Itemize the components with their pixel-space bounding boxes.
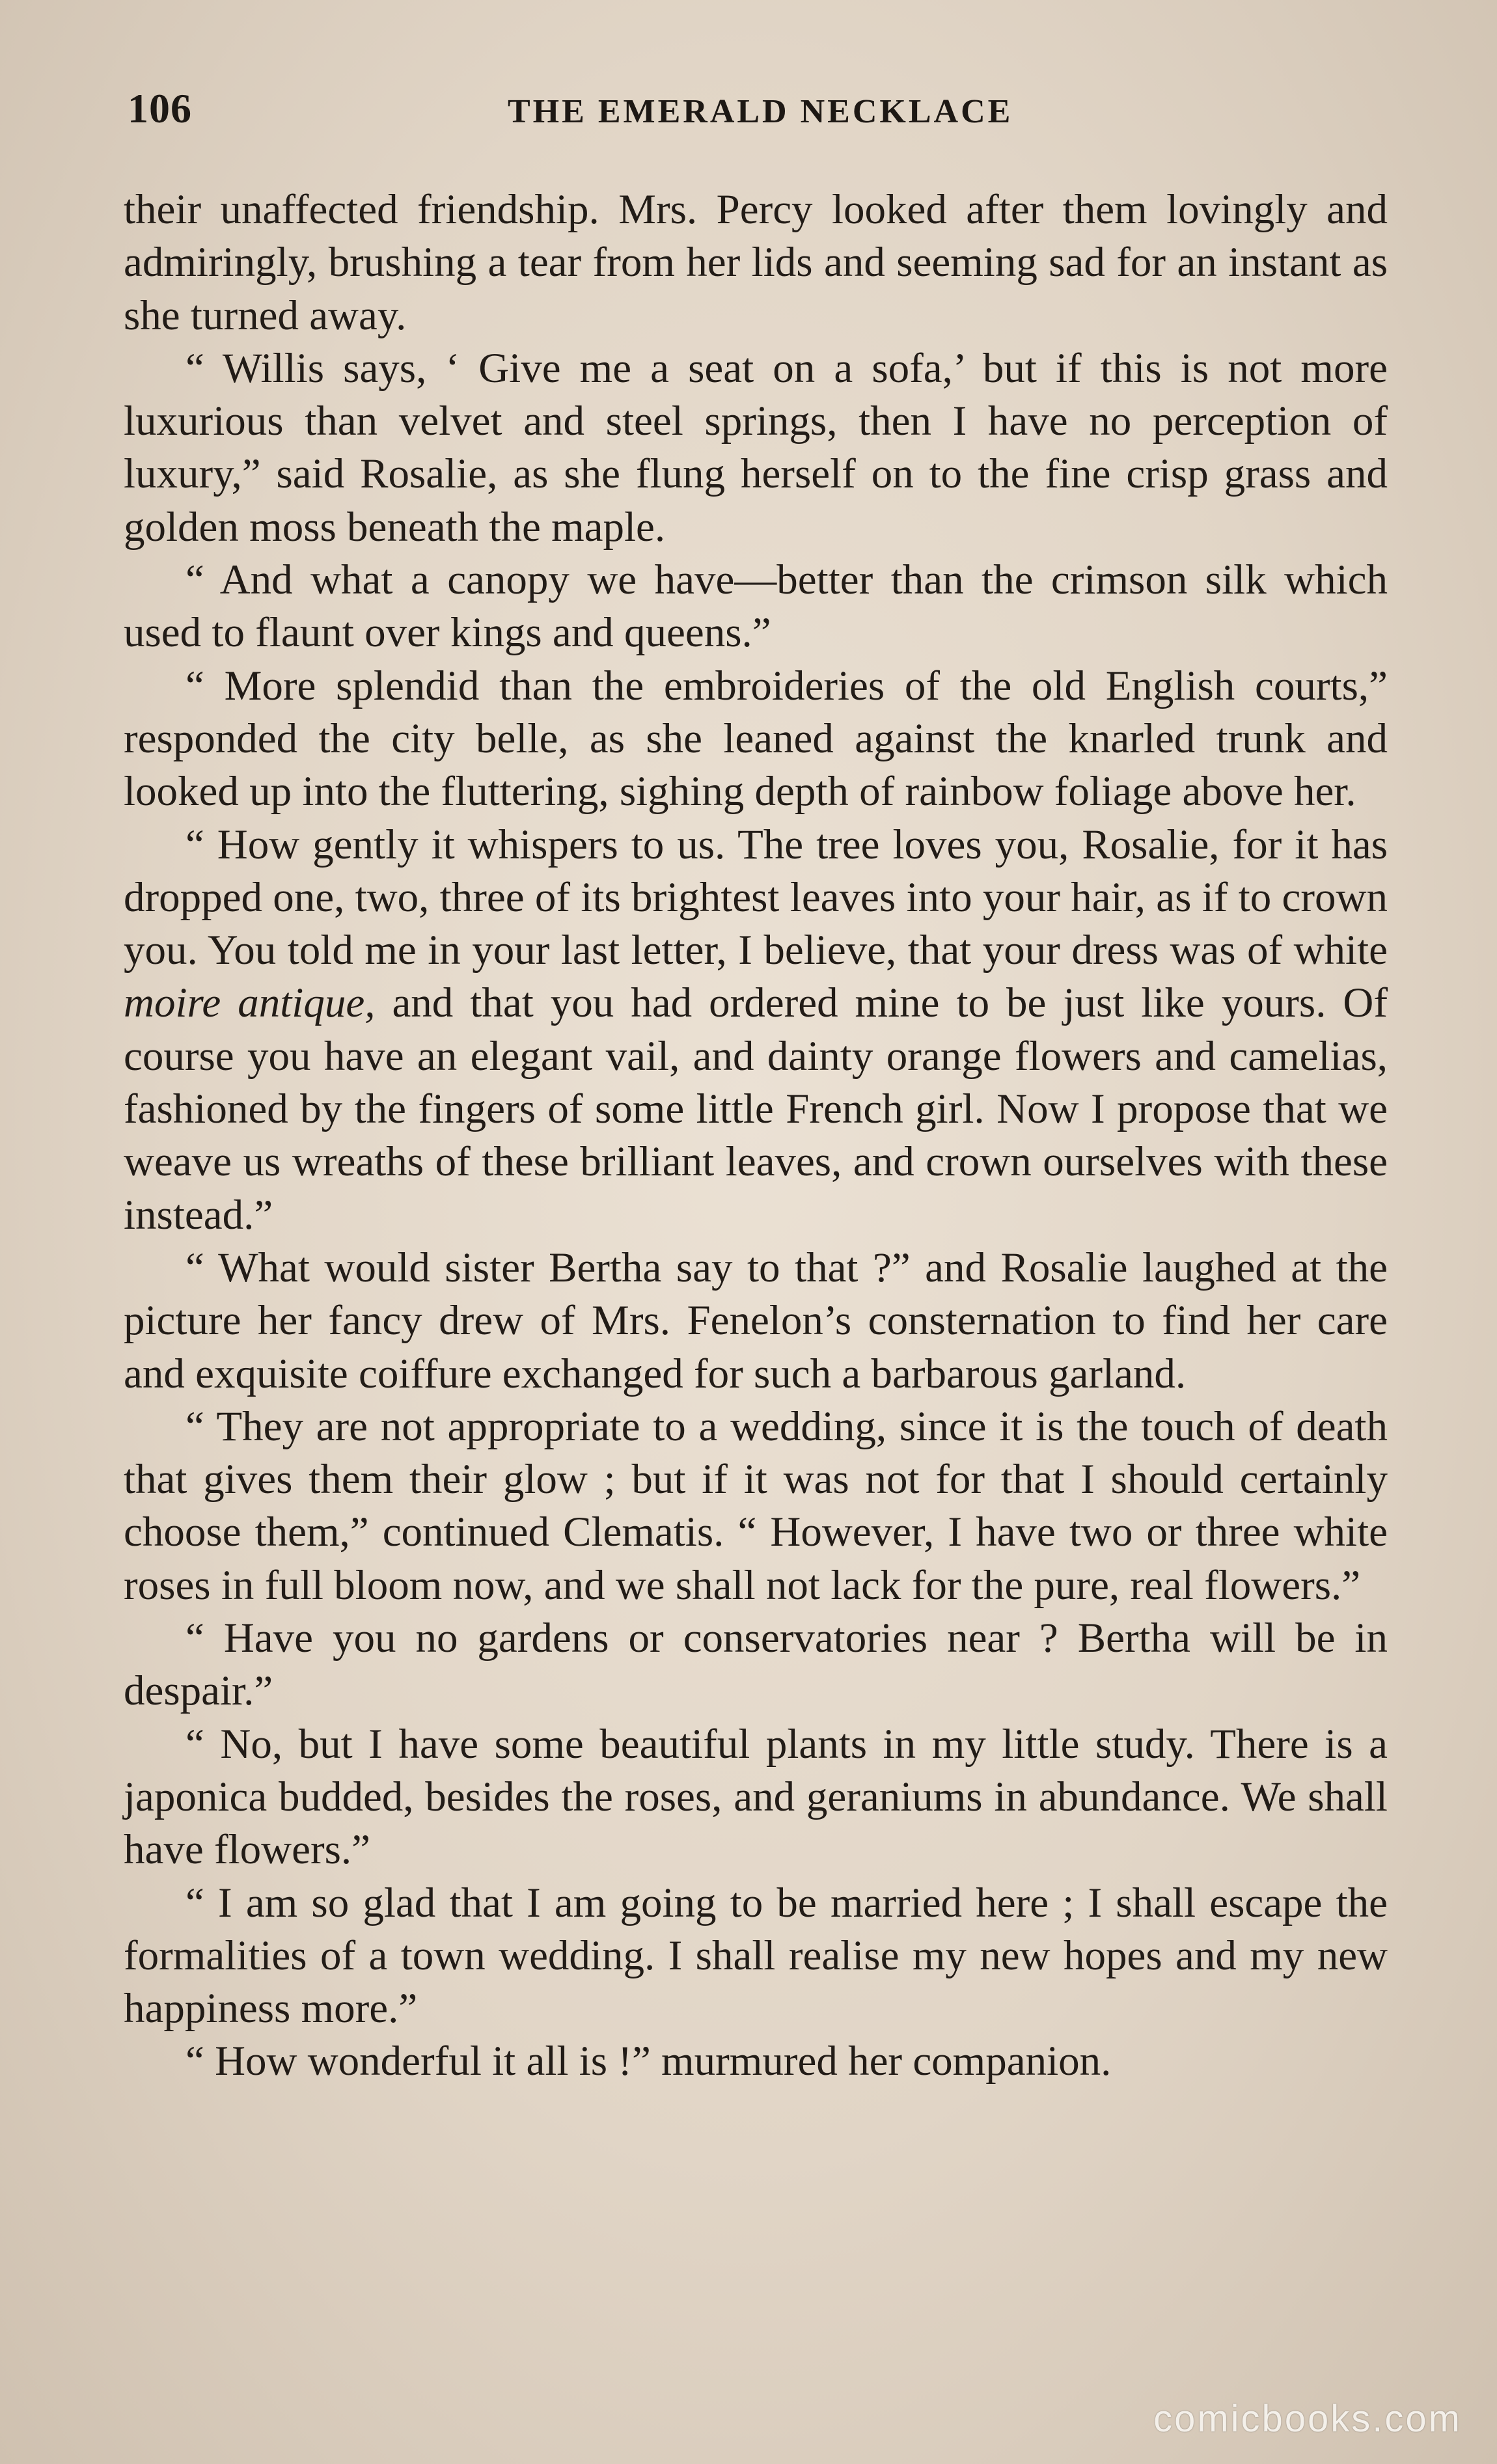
paragraph-text: “ How gently it whispers to us. The tree loves you, Rosalie, for it has dropped one, two, three of its brightest leaves into your hair, as if to crown you. You told me in your last letter, I believe, that your dress was of white (124, 821, 1388, 974)
watermark: comicbooks.com (1153, 2398, 1462, 2440)
paragraph: “ What would sister Bertha say to that ?” and Rosalie laughed at the picture her fancy drew of Mrs. Fenelon’s consternation to find her care and exquisite coiffure exchanged for such a barbarous garland. (124, 1244, 1388, 1397)
paragraph: “ No, but I have some beautiful plants in my little study. There is a japonica budded, besides the roses, and geraniums in abundance. We shall have flowers.” (124, 1720, 1388, 1874)
paragraph: “ I am so glad that I am going to be married here ; I shall escape the formalities of a town wedding. I shall realise my new hopes and my new happiness more.” (124, 1879, 1388, 2033)
running-head: THE EMERALD NECKLACE (508, 93, 1013, 130)
paragraph: “ They are not appropriate to a wedding, since it is the touch of death that gives them their glow ; but if it was not for that I should certainly choose them,” continued Clematis. “ However, I have two or three white roses in full bloom now, and we shall not lack for the pure, real flowers.” (124, 1403, 1388, 1609)
italic-phrase: moire antique, (124, 979, 376, 1027)
paragraph: “ Have you no gardens or conservatories near ? Bertha will be in despair.” (124, 1615, 1388, 1715)
page-number: 106 (128, 85, 192, 131)
paragraph: “ How wonderful it all is !” murmured her companion. (185, 2038, 1112, 2085)
paragraph: their unaffected friendship. Mrs. Percy looked after them lovingly and admiringly, brushing a tear from her lids and seeming sad for an instant as she turned away. (124, 186, 1388, 339)
body-text (124, 184, 1388, 2088)
paragraph-text: and that you had ordered mine to be just like yours. Of course you have an elegant vail, and dainty orange flowers and camelias, fashioned by the fingers of some little French girl. Now I propose that we weave us wreaths of these brilliant leaves, and crown ourselves with these instead.” (124, 979, 1388, 1239)
paragraph (124, 819, 1388, 1242)
paragraph: “ More splendid than the embroideries of the old English courts,” responded the city belle, as she leaned against the knarled trunk and looked up into the fluttering, sighing depth of rainbow foliage above her. (124, 662, 1388, 815)
paragraph: “ And what a canopy we have—better than the crimson silk which used to flaunt over kings and queens.” (124, 556, 1388, 657)
paragraph: “ Willis says, ‘ Give me a seat on a sofa,’ but if this is not more luxurious than velvet and steel springs, then I have no perception of luxury,” said Rosalie, as she flung herself on to the fine crisp grass and golden moss beneath the maple. (124, 344, 1388, 551)
